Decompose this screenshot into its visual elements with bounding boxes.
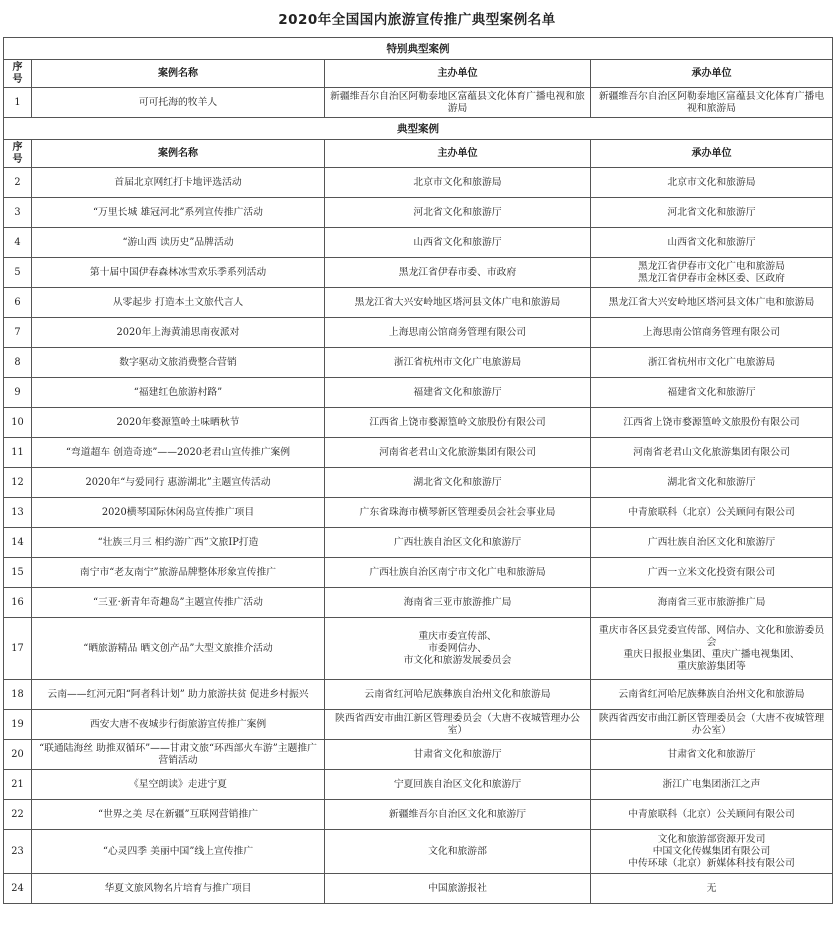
host-unit: 文化和旅游部 <box>325 830 591 874</box>
table-row <box>4 168 833 198</box>
table-row <box>4 408 833 438</box>
organizer-unit: 中青旅联科（北京）公关顾问有限公司 <box>591 498 833 528</box>
row-number: 19 <box>4 710 32 740</box>
host-unit: 云南省红河哈尼族彝族自治州文化和旅游局 <box>325 680 591 710</box>
host-unit: 北京市文化和旅游局 <box>325 168 591 198</box>
organizer-unit: 陕西省西安市曲江新区管理委员会（大唐不夜城管理办公室） <box>591 710 833 740</box>
table-row <box>4 378 833 408</box>
row-number: 10 <box>4 408 32 438</box>
organizer-unit: 重庆市各区县党委宣传部、网信办、文化和旅游委员会 重庆日报报业集团、重庆广播电视集团、 重庆旅游集团等 <box>591 618 833 680</box>
row-number: 12 <box>4 468 32 498</box>
row-number: 8 <box>4 348 32 378</box>
host-unit: 广西壮族自治区文化和旅游厅 <box>325 528 591 558</box>
organizer-unit: 广西壮族自治区文化和旅游厅 <box>591 528 833 558</box>
case-name: 从零起步 打造本土文旅代言人 <box>32 288 325 318</box>
case-name: “福建红色旅游村路” <box>32 378 325 408</box>
host-unit: 河南省老君山文化旅游集团有限公司 <box>325 438 591 468</box>
host-unit: 河北省文化和旅游厅 <box>325 198 591 228</box>
case-name: “晒旅游精品 晒文创产品”大型文旅推介活动 <box>32 618 325 680</box>
section-title: 特别典型案例 <box>4 38 833 60</box>
case-name: “世界之美 尽在新疆”互联网营销推广 <box>32 800 325 830</box>
table-row <box>4 528 833 558</box>
host-unit: 山西省文化和旅游厅 <box>325 228 591 258</box>
header-case-name: 案例名称 <box>32 60 325 88</box>
case-name: “壮族三月三 相约游广西”文旅IP打造 <box>32 528 325 558</box>
organizer-unit: 甘肃省文化和旅游厅 <box>591 740 833 770</box>
table-row <box>4 588 833 618</box>
header-organizer: 承办单位 <box>591 60 833 88</box>
header-case-name: 案例名称 <box>32 140 325 168</box>
organizer-unit: 中青旅联科（北京）公关顾问有限公司 <box>591 800 833 830</box>
host-unit: 浙江省杭州市文化广电旅游局 <box>325 348 591 378</box>
organizer-unit: 北京市文化和旅游局 <box>591 168 833 198</box>
organizer-unit: 浙江广电集团浙江之声 <box>591 770 833 800</box>
case-name: 2020横琴国际休闲岛宣传推广项目 <box>32 498 325 528</box>
organizer-unit: 新疆维吾尔自治区阿勒泰地区富蕴县文化体育广播电视和旅游局 <box>591 88 833 118</box>
document-title: 2020年全国国内旅游宣传推广典型案例名单 <box>278 12 556 28</box>
organizer-unit: 黑龙江省大兴安岭地区塔河县文体广电和旅游局 <box>591 288 833 318</box>
row-number: 3 <box>4 198 32 228</box>
row-number: 24 <box>4 874 32 904</box>
case-name: 《星空朗读》走进宁夏 <box>32 770 325 800</box>
host-unit: 江西省上饶市婺源篁岭文旅股份有限公司 <box>325 408 591 438</box>
table-row <box>4 198 833 228</box>
table-row <box>4 710 833 740</box>
organizer-unit: 无 <box>591 874 833 904</box>
section-title: 典型案例 <box>4 118 833 140</box>
case-name: “弯道超车 创造奇迹”——2020老君山宣传推广案例 <box>32 438 325 468</box>
row-number: 21 <box>4 770 32 800</box>
table-row <box>4 228 833 258</box>
host-unit: 湖北省文化和旅游厅 <box>325 468 591 498</box>
row-number: 14 <box>4 528 32 558</box>
table-row <box>4 800 833 830</box>
table-row <box>4 468 833 498</box>
row-number: 16 <box>4 588 32 618</box>
table-row <box>4 348 833 378</box>
row-number: 22 <box>4 800 32 830</box>
organizer-unit: 海南省三亚市旅游推广局 <box>591 588 833 618</box>
table-row <box>4 318 833 348</box>
host-unit: 陕西省西安市曲江新区管理委员会（大唐不夜城管理办公室） <box>325 710 591 740</box>
host-unit: 中国旅游报社 <box>325 874 591 904</box>
organizer-unit: 河南省老君山文化旅游集团有限公司 <box>591 438 833 468</box>
case-name: 西安大唐不夜城步行街旅游宣传推广案例 <box>32 710 325 740</box>
organizer-unit: 湖北省文化和旅游厅 <box>591 468 833 498</box>
host-unit: 广西壮族自治区南宁市文化广电和旅游局 <box>325 558 591 588</box>
row-number: 4 <box>4 228 32 258</box>
table-row <box>4 618 833 680</box>
table-row <box>4 680 833 710</box>
row-number: 11 <box>4 438 32 468</box>
case-name: “心灵四季 美丽中国”线上宣传推广 <box>32 830 325 874</box>
header-organizer: 承办单位 <box>591 140 833 168</box>
host-unit: 新疆维吾尔自治区阿勒泰地区富蕴县文化体育广播电视和旅游局 <box>325 88 591 118</box>
organizer-unit: 云南省红河哈尼族彝族自治州文化和旅游局 <box>591 680 833 710</box>
host-unit: 新疆维吾尔自治区文化和旅游厅 <box>325 800 591 830</box>
row-number: 13 <box>4 498 32 528</box>
case-name: “联通陆海丝 助推双循环”——甘肃文旅“环西部火车游”主题推广营销活动 <box>32 740 325 770</box>
row-number: 20 <box>4 740 32 770</box>
host-unit: 甘肃省文化和旅游厅 <box>325 740 591 770</box>
table-row <box>4 88 833 118</box>
case-name: 2020年上海黄浦思南夜派对 <box>32 318 325 348</box>
header-no: 序 号 <box>4 140 32 168</box>
case-name: 第十届中国伊春森林冰雪欢乐季系列活动 <box>32 258 325 288</box>
case-name: 2020年婺源篁岭土味晒秋节 <box>32 408 325 438</box>
organizer-unit: 山西省文化和旅游厅 <box>591 228 833 258</box>
host-unit: 福建省文化和旅游厅 <box>325 378 591 408</box>
case-name: “三亚·新青年奇趣岛”主题宣传推广活动 <box>32 588 325 618</box>
column-header-row <box>4 140 833 168</box>
host-unit: 广东省珠海市横琴新区管理委员会社会事业局 <box>325 498 591 528</box>
row-number: 17 <box>4 618 32 680</box>
host-unit: 上海思南公馆商务管理有限公司 <box>325 318 591 348</box>
table-row <box>4 288 833 318</box>
table-row <box>4 874 833 904</box>
row-number: 15 <box>4 558 32 588</box>
organizer-unit: 文化和旅游部资源开发司 中国文化传媒集团有限公司 中传环球（北京）新媒体科技有限公司 <box>591 830 833 874</box>
section-title-row <box>4 118 833 140</box>
case-name: 首届北京网红打卡地评选活动 <box>32 168 325 198</box>
row-number: 6 <box>4 288 32 318</box>
organizer-unit: 河北省文化和旅游厅 <box>591 198 833 228</box>
organizer-unit: 福建省文化和旅游厅 <box>591 378 833 408</box>
header-host: 主办单位 <box>325 60 591 88</box>
table-row <box>4 438 833 468</box>
organizer-unit: 上海思南公馆商务管理有限公司 <box>591 318 833 348</box>
row-number: 9 <box>4 378 32 408</box>
table-row <box>4 258 833 288</box>
case-name: 华夏文旅风物名片培育与推广项目 <box>32 874 325 904</box>
organizer-unit: 江西省上饶市婺源篁岭文旅股份有限公司 <box>591 408 833 438</box>
table-row <box>4 740 833 770</box>
case-name: 可可托海的牧羊人 <box>32 88 325 118</box>
row-number: 7 <box>4 318 32 348</box>
row-number: 18 <box>4 680 32 710</box>
row-number: 1 <box>4 88 32 118</box>
table-row <box>4 830 833 874</box>
case-name: 数字驱动文旅消费整合营销 <box>32 348 325 378</box>
table-row <box>4 498 833 528</box>
table-row <box>4 770 833 800</box>
organizer-unit: 黑龙江省伊春市文化广电和旅游局 黑龙江省伊春市金林区委、区政府 <box>591 258 833 288</box>
case-name: “游山西 读历史”品牌活动 <box>32 228 325 258</box>
case-list-table <box>3 37 833 904</box>
header-no: 序 号 <box>4 60 32 88</box>
row-number: 2 <box>4 168 32 198</box>
host-unit: 重庆市委宣传部、 市委网信办、 市文化和旅游发展委员会 <box>325 618 591 680</box>
organizer-unit: 浙江省杭州市文化广电旅游局 <box>591 348 833 378</box>
case-name: 云南——红河元阳“阿者科计划” 助力旅游扶贫 促进乡村振兴 <box>32 680 325 710</box>
host-unit: 宁夏回族自治区文化和旅游厅 <box>325 770 591 800</box>
host-unit: 黑龙江省伊春市委、市政府 <box>325 258 591 288</box>
section-title-row <box>4 38 833 60</box>
case-name: 2020年“与爱同行 惠游湖北”主题宣传活动 <box>32 468 325 498</box>
row-number: 5 <box>4 258 32 288</box>
host-unit: 海南省三亚市旅游推广局 <box>325 588 591 618</box>
organizer-unit: 广西一立米文化投资有限公司 <box>591 558 833 588</box>
column-header-row <box>4 60 833 88</box>
case-name: 南宁市“老友南宁”旅游品牌整体形象宣传推广 <box>32 558 325 588</box>
host-unit: 黑龙江省大兴安岭地区塔河县文体广电和旅游局 <box>325 288 591 318</box>
table-row <box>4 558 833 588</box>
header-host: 主办单位 <box>325 140 591 168</box>
row-number: 23 <box>4 830 32 874</box>
case-name: “万里长城 雄冠河北”系列宣传推广活动 <box>32 198 325 228</box>
